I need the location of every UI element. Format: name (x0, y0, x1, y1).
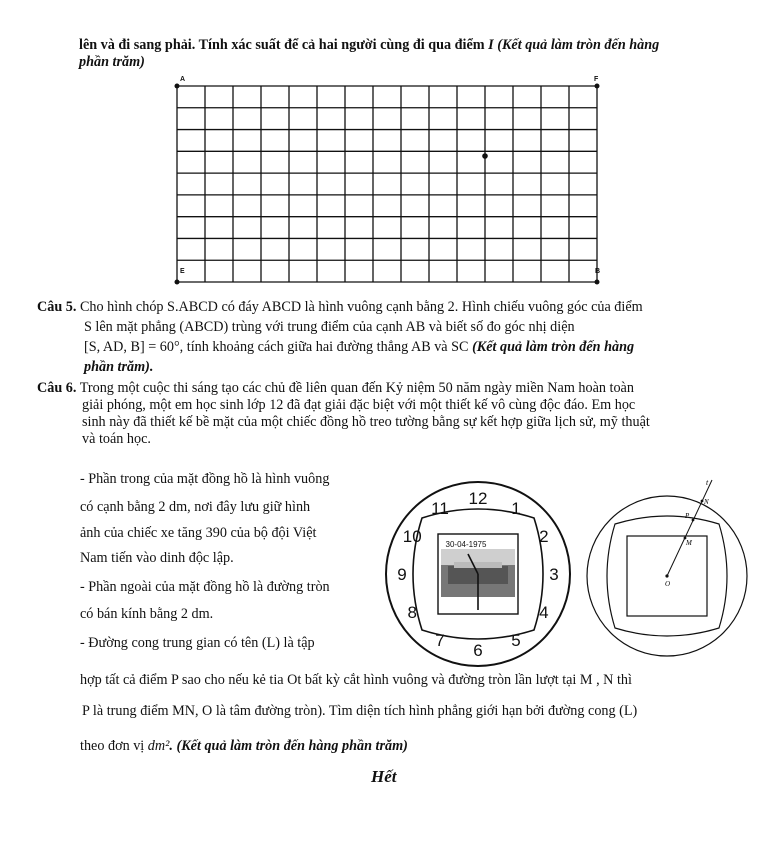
clock-number: 3 (549, 565, 559, 584)
geometry-diagram (585, 478, 765, 668)
clock-number: 2 (539, 527, 549, 546)
clock-number: 4 (539, 603, 549, 622)
bullet-3-line-1: - Đường cong trung gian có tên (L) là tập (80, 635, 315, 651)
intro-line-1: lên và đi sang phải. Tính xác suất để cả hai người cùng đi qua điểm I (Kết quả làm tròn đến hàng (79, 37, 660, 53)
clock-number: 1 (511, 499, 521, 519)
bullet-1-line-3: ảnh của chiếc xe tăng 390 của bộ đội Việt (80, 525, 317, 541)
clock-date: 30-04-1975 (445, 540, 487, 549)
label-I: I (484, 147, 486, 154)
label-E: E (180, 268, 185, 275)
clock-number: 10 (402, 527, 422, 546)
label-O: O (665, 580, 671, 588)
point-O (665, 574, 668, 577)
clock-illustration (382, 478, 574, 668)
bullet-1-line-4: Nam tiến vào dinh độc lập. (80, 550, 234, 566)
bullet-2-line-1: - Phần ngoài của mặt đồng hồ là đường tròn (80, 579, 330, 595)
label-P: P (685, 512, 690, 520)
label-A: A (180, 76, 186, 83)
end-marker: Hết (371, 767, 397, 786)
bullet-2-line-2: có bán kính bằng 2 dm. (80, 606, 214, 622)
label-t: t (706, 478, 709, 487)
cau6-line-3: sinh này đã thiết kế bề mặt của một chiếc đồng hồ treo tường bằng sự kết hợp giữa lịch sử, mỹ thuật (82, 414, 650, 430)
bullet-3-line-2: hợp tất cả điểm P sao cho nếu kẻ tia Ot bất kỳ cắt hình vuông và đường tròn lần lượt tại M , N thì (80, 672, 632, 688)
clock-number: 5 (511, 630, 521, 650)
path-grid (170, 80, 610, 285)
point-N (701, 500, 704, 503)
label-M: M (686, 539, 692, 547)
label-B: B (595, 268, 601, 275)
bullet-1-line-1: - Phần trong của mặt đồng hồ là hình vuông (80, 471, 330, 487)
point-I (482, 153, 488, 159)
clock-number: 8 (407, 603, 417, 622)
point-P (692, 519, 695, 522)
clock-number: 7 (435, 630, 445, 650)
point-F (595, 84, 600, 89)
cau5-line-1: Câu 5. Cho hình chóp S.ABCD có đáy ABCD là hình vuông cạnh bằng 2. Hình chiếu vuông góc của điểm (37, 299, 643, 315)
bullet-3-line-4: theo đơn vị dm². (Kết quả làm tròn đến hàng phần trăm) (80, 738, 408, 754)
point-A (175, 84, 180, 89)
cau6-line-2: giải phóng, một em học sinh lớp 12 đã đạt giải đặc biệt với một thiết kế vô cùng độc đáo. Em học (82, 397, 636, 413)
point-B (595, 280, 600, 285)
clock-number: 6 (473, 641, 483, 660)
bullet-3-line-3: P là trung điểm MN, O là tâm đường tròn). Tìm diện tích hình phẳng giới hạn bởi đường cong (L) (82, 703, 638, 719)
cau5-line-2: S lên mặt phẳng (ABCD) trùng với trung điểm của cạnh AB và biết số đo góc nhị diện (84, 319, 575, 335)
clock-number: 12 (468, 489, 488, 508)
clock-number: 11 (431, 499, 449, 519)
point-E (175, 280, 180, 285)
cau5-line-3: [S, AD, B] = 60°, tính khoảng cách giữa hai đường thẳng AB và SC (Kết quả làm tròn đến hàng (84, 339, 635, 355)
cau6-line-1: Câu 6. Trong một cuộc thi sáng tạo các chủ đề liên quan đến Kỷ niệm 50 năm ngày miền Nam hoàn toàn (37, 380, 634, 396)
cau5-line-4: phần trăm). (84, 359, 154, 375)
clock-number: 9 (397, 565, 407, 584)
label-F: F (594, 76, 599, 83)
label-N: N (704, 498, 709, 506)
bullet-1-line-2: có cạnh bằng 2 dm, nơi đây lưu giữ hình (80, 499, 311, 515)
cau6-line-4: và toán học. (82, 431, 151, 447)
intro-line-2: phần trăm) (79, 54, 145, 70)
